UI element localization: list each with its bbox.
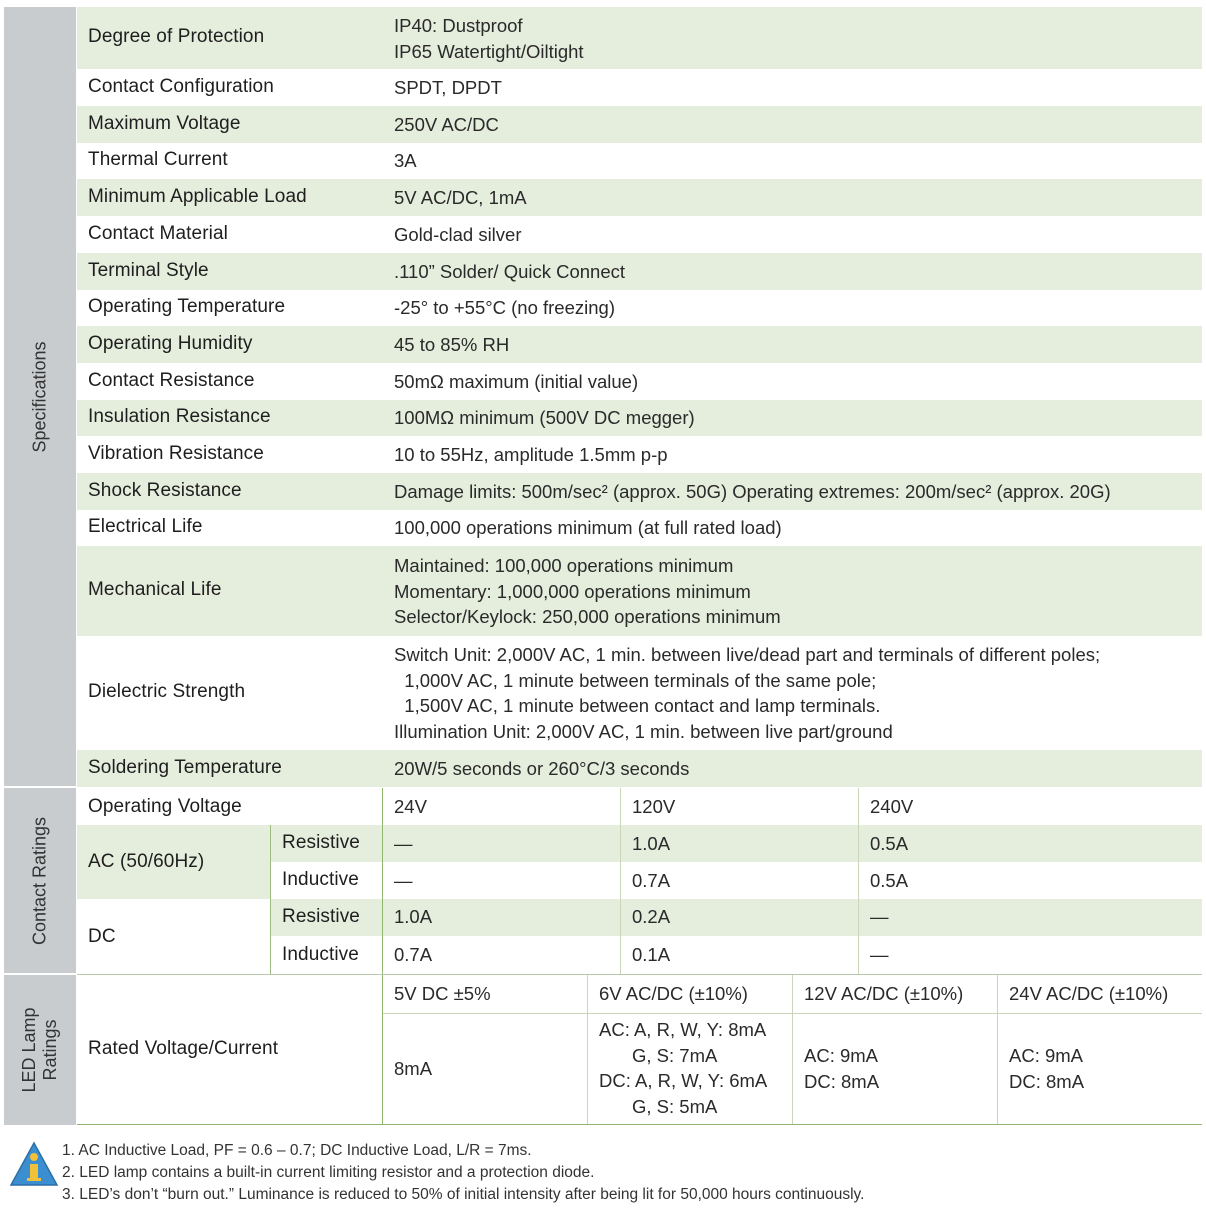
dc-label: DC xyxy=(88,926,116,947)
spec-value-line: Switch Unit: 2,000V AC, 1 min. between live/dead part and terminals of different poles; xyxy=(394,644,1101,665)
operating-voltage-label: Operating Voltage xyxy=(88,796,242,817)
led-6v-dc-gs: G, S: 5mA xyxy=(632,1095,718,1117)
led-12v-value xyxy=(804,1043,879,1094)
spec-value-line: 1,000V AC, 1 minute between terminals of the same pole; xyxy=(394,669,877,691)
spec-value xyxy=(394,515,782,541)
dc-inductive-120v: 0.1A xyxy=(632,944,671,965)
spec-value xyxy=(394,405,695,431)
led-header-6v: 6V AC/DC (±10%) xyxy=(599,983,748,1004)
spec-label: Minimum Applicable Load xyxy=(88,186,307,207)
dc-resistive-24v: 1.0A xyxy=(394,906,433,927)
ac-inductive-240v: 0.5A xyxy=(870,870,909,891)
spec-value xyxy=(394,185,527,211)
spec-value xyxy=(394,642,1100,744)
spec-row xyxy=(77,143,1202,179)
led-ratings-line1: LED Lamp xyxy=(19,1007,39,1093)
spec-label: Vibration Resistance xyxy=(88,443,264,464)
spec-value xyxy=(394,112,499,138)
voltage-240v: 240V xyxy=(870,796,914,817)
led-24v-value xyxy=(1009,1043,1084,1094)
spec-value-line: 100,000 operations minimum (at full rated load) xyxy=(394,517,782,538)
spec-value xyxy=(394,148,417,174)
spec-label: Shock Resistance xyxy=(88,480,242,501)
spec-value xyxy=(394,13,584,64)
specifications-table xyxy=(4,7,1202,1125)
contact-ratings-label: Contact Ratings xyxy=(29,816,50,945)
spec-label: Thermal Current xyxy=(88,149,228,170)
spec-label: Contact Material xyxy=(88,223,228,244)
spec-label: Electrical Life xyxy=(88,516,203,537)
spec-value-line: SPDT, DPDT xyxy=(394,77,502,98)
spec-value-line: 5V AC/DC, 1mA xyxy=(394,187,527,208)
spec-value-line: Momentary: 1,000,000 operations minimum xyxy=(394,580,751,602)
spec-label: Mechanical Life xyxy=(88,579,222,600)
spec-value-line: 45 to 85% RH xyxy=(394,334,510,355)
dc-resistive-240v: — xyxy=(870,906,889,927)
led-6v-value xyxy=(599,1017,767,1119)
ac-resistive-label: Resistive xyxy=(282,832,360,853)
ac-resistive-120v: 1.0A xyxy=(632,833,671,854)
spec-label: Contact Resistance xyxy=(88,370,255,391)
spec-value-line: Gold-clad silver xyxy=(394,224,522,245)
spec-label: Degree of Protection xyxy=(88,26,265,47)
spec-value-line: Selector/Keylock: 250,000 operations minimum xyxy=(394,606,781,627)
led-header-24v: 24V AC/DC (±10%) xyxy=(1009,983,1169,1004)
spec-label: Dielectric Strength xyxy=(88,681,246,702)
led-12v-dc: DC: 8mA xyxy=(804,1070,880,1092)
spec-value-line: .110” Solder/ Quick Connect xyxy=(394,261,626,282)
spec-value-line: 50mΩ maximum (initial value) xyxy=(394,371,639,392)
spec-value-line: 100MΩ minimum (500V DC megger) xyxy=(394,407,695,428)
voltage-24v: 24V xyxy=(394,796,427,817)
led-ratings-label xyxy=(19,1007,61,1092)
ac-resistive-24v: — xyxy=(394,833,413,854)
spec-value-line: 1,500V AC, 1 minute between contact and lamp terminals. xyxy=(394,695,881,716)
led-24v-dc: DC: 8mA xyxy=(1009,1070,1085,1092)
spec-value-line: Maintained: 100,000 operations minimum xyxy=(394,555,734,576)
spec-value xyxy=(394,479,1111,505)
spec-label: Maximum Voltage xyxy=(88,113,241,134)
spec-label: Contact Configuration xyxy=(88,76,274,97)
spec-label: Terminal Style xyxy=(88,260,209,281)
led-6v-dc-main: DC: A, R, W, Y: 6mA xyxy=(599,1070,768,1091)
dc-resistive-120v: 0.2A xyxy=(632,906,671,927)
spec-value-line: IP65 Watertight/Oiltight xyxy=(394,40,584,62)
side-label-led-ratings xyxy=(4,975,76,1125)
ac-inductive-label: Inductive xyxy=(282,869,359,890)
dc-resistive-label: Resistive xyxy=(282,906,360,927)
spec-value xyxy=(394,222,522,248)
dc-inductive-label: Inductive xyxy=(282,944,359,965)
footnotes xyxy=(62,1140,864,1206)
led-12v-ac: AC: 9mA xyxy=(804,1045,879,1066)
footnote-1: 1. AC Inductive Load, PF = 0.6 – 0.7; DC Inductive Load, L/R = 7ms. xyxy=(62,1142,532,1159)
led-ratings-line2: Ratings xyxy=(40,1019,60,1081)
ac-inductive-24v: — xyxy=(394,870,413,891)
spec-value xyxy=(394,332,509,358)
ac-label: AC (50/60Hz) xyxy=(88,851,205,872)
spec-value xyxy=(394,295,615,321)
info-icon xyxy=(9,1141,59,1187)
spec-value xyxy=(394,442,668,468)
led-header-12v: 12V AC/DC (±10%) xyxy=(804,983,964,1004)
dc-inductive-24v: 0.7A xyxy=(394,944,433,965)
led-5v-value: 8mA xyxy=(394,1058,433,1079)
spec-value-line: -25° to +55°C (no freezing) xyxy=(394,297,615,318)
footnote-2: 2. LED lamp contains a built-in current limiting resistor and a protection diode. xyxy=(62,1164,595,1181)
spec-value-line: Illumination Unit: 2,000V AC, 1 min. between live part/ground xyxy=(394,720,893,742)
ac-inductive-120v: 0.7A xyxy=(632,870,671,891)
spec-row xyxy=(77,106,1202,143)
spec-value-line: 20W/5 seconds or 260°C/3 seconds xyxy=(394,758,690,779)
spec-label: Operating Temperature xyxy=(88,296,286,317)
spec-value xyxy=(394,75,502,101)
ac-resistive-240v: 0.5A xyxy=(870,833,909,854)
led-header-5v: 5V DC ±5% xyxy=(394,983,491,1004)
spec-value xyxy=(394,369,638,395)
footnote-3: 3. LED’s don’t “burn out.” Luminance is reduced to 50% of initial intensity after being lit for 50,000 hours continuously. xyxy=(62,1186,865,1203)
spec-value-line: 3A xyxy=(394,150,417,171)
voltage-120v: 120V xyxy=(632,796,676,817)
spec-value xyxy=(394,756,689,782)
side-label-specifications xyxy=(4,7,76,787)
spec-label: Operating Humidity xyxy=(88,333,253,354)
spec-label: Insulation Resistance xyxy=(88,406,271,427)
spec-value-line: IP40: Dustproof xyxy=(394,15,523,36)
spec-row xyxy=(77,216,1202,253)
spec-label: Soldering Temperature xyxy=(88,757,282,778)
spec-value-line: 10 to 55Hz, amplitude 1.5mm p-p xyxy=(394,444,668,465)
dc-inductive-240v: — xyxy=(870,944,889,965)
led-6v-ac-gs: G, S: 7mA xyxy=(632,1044,718,1066)
spec-value xyxy=(394,259,625,285)
spec-row xyxy=(77,253,1202,290)
spec-value-line: 250V AC/DC xyxy=(394,114,499,135)
spec-value-line: Damage limits: 500m/sec² (approx. 50G) Operating extremes: 200m/sec² (approx. 20G) xyxy=(394,481,1111,502)
led-6v-ac-main: AC: A, R, W, Y: 8mA xyxy=(599,1019,767,1040)
side-label-contact-ratings xyxy=(4,788,76,974)
led-24v-ac: AC: 9mA xyxy=(1009,1045,1084,1066)
rated-voltage-current-label: Rated Voltage/Current xyxy=(88,1038,279,1059)
spec-value xyxy=(394,553,781,630)
specifications-label: Specifications xyxy=(29,340,50,453)
